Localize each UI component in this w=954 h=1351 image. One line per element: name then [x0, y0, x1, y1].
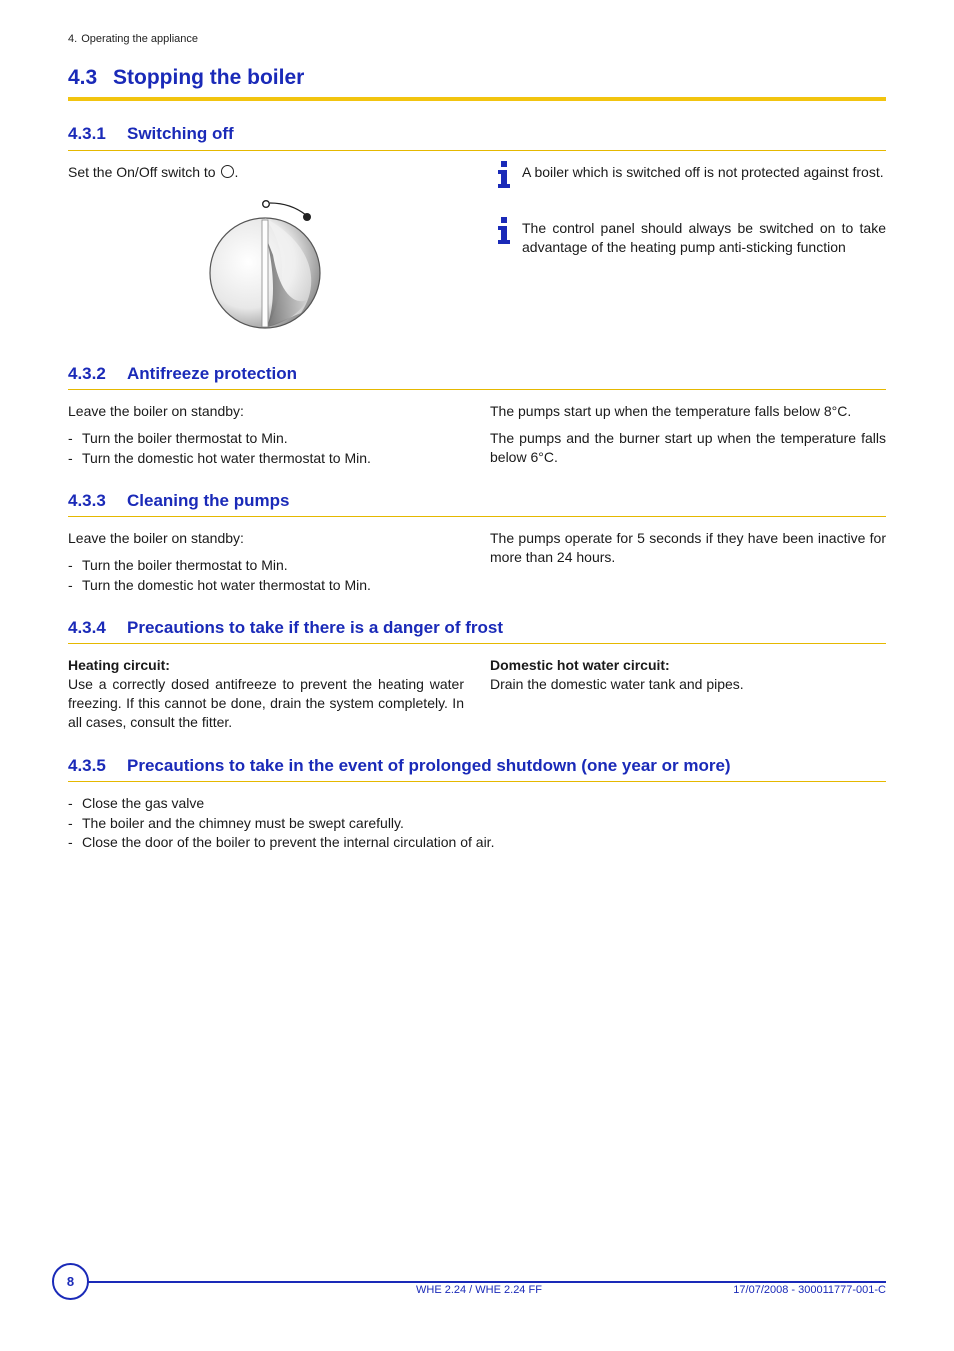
- antifreeze-steps: [68, 429, 468, 468]
- subsection-number: 4.3.5: [68, 756, 106, 775]
- heating-circuit-title: Heating circuit:: [68, 657, 170, 673]
- heating-circuit-text: Use a correctly dosed antifreeze to prevent the heating water freezing. If this cannot be done, drain the system completely. In all cases, consult the fitter.: [68, 676, 464, 730]
- list-item: - Close the door of the boiler to prevent the internal circulation of air.: [68, 833, 668, 853]
- subsection-rule: [68, 643, 886, 644]
- circle-icon: [221, 165, 234, 178]
- subsection-heading-4-3-3: [68, 491, 289, 511]
- footer-reference: 17/07/2008 - 300011777-001-C: [733, 1284, 886, 1296]
- running-head: [68, 33, 198, 45]
- off-marker-icon: [263, 201, 270, 208]
- subsection-number: 4.3.3: [68, 491, 106, 510]
- section-number: 4.3: [68, 66, 98, 89]
- shutdown-steps: [68, 794, 668, 853]
- section-rule: [68, 97, 886, 101]
- subsection-heading-4-3-5: [68, 756, 731, 776]
- subsection-rule: [68, 389, 886, 390]
- list-item: - Close the gas valve: [68, 794, 668, 814]
- subsection-number: 4.3.4: [68, 618, 106, 637]
- antifreeze-pump-note: The pumps start up when the temperature falls below 8°C.: [490, 403, 852, 419]
- subsection-title: Cleaning the pumps: [127, 491, 290, 510]
- subsection-heading-4-3-4: [68, 618, 503, 638]
- dhw-circuit-title: Domestic hot water circuit:: [490, 657, 670, 673]
- subsection-number: 4.3.1: [68, 124, 106, 143]
- instruction-text: Set the On/Off switch to: [68, 164, 216, 180]
- info-control-panel-note: The control panel should always be switched on to take advantage of the heating pump anti-sticking function: [522, 220, 886, 255]
- footer-rule: [88, 1281, 886, 1283]
- footer-model: WHE 2.24 / WHE 2.24 FF: [416, 1284, 542, 1296]
- list-item: - Turn the domestic hot water thermostat to Min.: [68, 576, 468, 596]
- subsection-heading-4-3-1: [68, 124, 234, 144]
- info-frost-note: A boiler which is switched off is not protected against frost.: [522, 164, 884, 180]
- section-heading: [68, 66, 304, 90]
- list-item: - The boiler and the chimney must be swept carefully.: [68, 814, 668, 834]
- section-title: Stopping the boiler: [113, 66, 305, 89]
- list-item: - Turn the boiler thermostat to Min.: [68, 429, 468, 449]
- on-marker-icon: [303, 213, 311, 221]
- subsection-number: 4.3.2: [68, 364, 106, 383]
- cleaning-steps: [68, 556, 468, 595]
- info-icon: [497, 216, 511, 244]
- subsection-title: Precautions to take if there is a danger of frost: [127, 618, 503, 637]
- cleaning-note: The pumps operate for 5 seconds if they have been inactive for more than 24 hours.: [490, 530, 886, 565]
- antifreeze-intro: Leave the boiler on standby:: [68, 403, 244, 419]
- antifreeze-burner-note: The pumps and the burner start up when the temperature falls below 6°C.: [490, 430, 886, 465]
- subsection-title: Switching off: [127, 124, 234, 143]
- on-off-knob-illustration: [205, 195, 330, 330]
- page-number: 8: [52, 1263, 89, 1300]
- dhw-circuit-text: Drain the domestic water tank and pipes.: [490, 676, 744, 692]
- subsection-rule: [68, 781, 886, 782]
- subsection-heading-4-3-2: [68, 364, 297, 384]
- instruction-end: .: [234, 164, 239, 180]
- list-item: - Turn the domestic hot water thermostat to Min.: [68, 449, 468, 469]
- switch-instruction: [68, 163, 238, 182]
- info-icon: [497, 160, 511, 188]
- subsection-rule: [68, 150, 886, 151]
- subsection-rule: [68, 516, 886, 517]
- subsection-title: Antifreeze protection: [127, 364, 298, 383]
- chapter-number: 4.: [68, 33, 78, 45]
- chapter-title: Operating the appliance: [81, 33, 198, 45]
- cleaning-intro: Leave the boiler on standby:: [68, 530, 244, 546]
- list-item: - Turn the boiler thermostat to Min.: [68, 556, 468, 576]
- subsection-title: Precautions to take in the event of prolonged shutdown (one year or more): [127, 756, 731, 775]
